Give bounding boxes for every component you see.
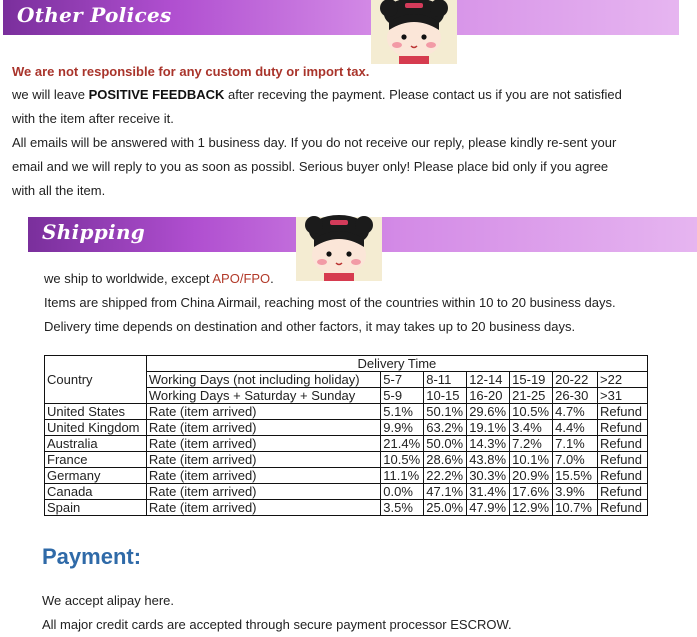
table-row — [45, 452, 648, 468]
rate-label-cell: Rate (item arrived) — [146, 436, 380, 452]
table-cell: 22.2% — [424, 468, 467, 484]
custom-duty-warning: We are not responsible for any custom duty or import tax. — [12, 64, 370, 79]
table-cell: Refund — [598, 468, 648, 484]
table-cell: 43.8% — [467, 452, 510, 468]
table-cell: Refund — [598, 436, 648, 452]
table-cell: 10.5% — [381, 452, 424, 468]
rate-label-cell: Rate (item arrived) — [146, 404, 380, 420]
table-cell: 4.4% — [553, 420, 598, 436]
table-cell: 63.2% — [424, 420, 467, 436]
table-cell: 10.7% — [553, 500, 598, 516]
email-line-3: with all the item. — [12, 183, 106, 198]
working-days-label: Working Days (not including holiday) — [146, 372, 380, 388]
shipping-table — [44, 355, 648, 516]
table-cell: 7.0% — [553, 452, 598, 468]
table-cell: 10-15 — [424, 388, 467, 404]
delivery-time-line: Delivery time depends on destination and other factors, it may takes up to 20 business days. — [44, 319, 576, 334]
table-cell: 19.1% — [467, 420, 510, 436]
table-row — [45, 420, 648, 436]
table-cell: 15-19 — [510, 372, 553, 388]
table-cell: 28.6% — [424, 452, 467, 468]
table-row — [45, 436, 648, 452]
ship-worldwide-line — [44, 267, 274, 291]
ship-worldwide-end: . — [270, 271, 274, 286]
country-cell: Australia — [45, 436, 147, 452]
alipay-line: We accept alipay here. — [42, 593, 174, 608]
rate-label-cell: Rate (item arrived) — [146, 500, 380, 516]
country-cell: Spain — [45, 500, 147, 516]
feedback-line-2: with the item after receive it. — [12, 111, 174, 126]
table-cell: Refund — [598, 404, 648, 420]
country-header: Country — [45, 356, 147, 404]
table-cell: >22 — [598, 372, 648, 388]
rate-label-cell: Rate (item arrived) — [146, 468, 380, 484]
feedback-text-pre: we will leave — [12, 87, 89, 102]
table-cell: 5.1% — [381, 404, 424, 420]
table-cell: 14.3% — [467, 436, 510, 452]
credit-card-line: All major credit cards are accepted through secure payment processor ESCROW. — [42, 617, 512, 632]
email-line-2: email and we will reply to you as soon as possibl. Serious buyer only! Please place bid only if you agree — [12, 159, 609, 174]
table-cell: 20.9% — [510, 468, 553, 484]
table-cell: 21-25 — [510, 388, 553, 404]
apo-fpo-text: APO/FPO — [212, 271, 271, 286]
table-cell: 31.4% — [467, 484, 510, 500]
table-row — [45, 484, 648, 500]
table-cell: 15.5% — [553, 468, 598, 484]
country-cell: France — [45, 452, 147, 468]
working-sat-label: Working Days + Saturday + Sunday — [146, 388, 380, 404]
table-cell: 30.3% — [467, 468, 510, 484]
table-cell: 47.1% — [424, 484, 467, 500]
airmail-line: Items are shipped from China Airmail, reaching most of the countries within 10 to 20 business days. — [44, 295, 616, 310]
country-cell: United Kingdom — [45, 420, 147, 436]
table-cell: 5-9 — [381, 388, 424, 404]
table-cell: 3.9% — [553, 484, 598, 500]
table-cell: 47.9% — [467, 500, 510, 516]
table-row — [45, 468, 648, 484]
mascot-icon — [371, 0, 457, 64]
feedback-text-post: after receving the payment. Please contact us if you are not satisfied — [224, 87, 622, 102]
table-cell: 5-7 — [381, 372, 424, 388]
email-line-1: All emails will be answered with 1 business day. If you do not receive our reply, please kindly re-sent your — [12, 135, 617, 150]
table-cell: Refund — [598, 484, 648, 500]
table-cell: >31 — [598, 388, 648, 404]
rate-label-cell: Rate (item arrived) — [146, 452, 380, 468]
table-cell: Refund — [598, 500, 648, 516]
table-cell: 9.9% — [381, 420, 424, 436]
table-row — [45, 500, 648, 516]
table-cell: 10.1% — [510, 452, 553, 468]
table-cell: 50.1% — [424, 404, 467, 420]
table-cell: 7.2% — [510, 436, 553, 452]
table-cell: 26-30 — [553, 388, 598, 404]
other-policies-banner — [3, 0, 679, 35]
table-cell: 50.0% — [424, 436, 467, 452]
delivery-time-header: Delivery Time — [146, 356, 647, 372]
table-cell: 3.4% — [510, 420, 553, 436]
table-cell: 11.1% — [381, 468, 424, 484]
table-cell: 29.6% — [467, 404, 510, 420]
table-cell: 3.5% — [381, 500, 424, 516]
table-row — [45, 404, 648, 420]
table-cell: 10.5% — [510, 404, 553, 420]
other-policies-title: Other Polices — [17, 3, 172, 27]
table-cell: 16-20 — [467, 388, 510, 404]
rate-label-cell: Rate (item arrived) — [146, 420, 380, 436]
country-cell: Germany — [45, 468, 147, 484]
table-cell: 0.0% — [381, 484, 424, 500]
table-cell: 7.1% — [553, 436, 598, 452]
table-cell: Refund — [598, 452, 648, 468]
table-cell: 4.7% — [553, 404, 598, 420]
payment-title: Payment: — [42, 544, 142, 569]
table-cell: 25.0% — [424, 500, 467, 516]
feedback-line — [12, 83, 622, 107]
positive-feedback-text: POSITIVE FEEDBACK — [88, 87, 225, 102]
shipping-title: Shipping — [42, 220, 146, 244]
mascot-icon — [296, 214, 382, 284]
table-cell: 12-14 — [467, 372, 510, 388]
table-cell: 21.4% — [381, 436, 424, 452]
table-cell: 17.6% — [510, 484, 553, 500]
country-cell: Canada — [45, 484, 147, 500]
country-cell: United States — [45, 404, 147, 420]
ship-worldwide-text: we ship to worldwide, except — [44, 271, 213, 286]
table-cell: 8-11 — [424, 372, 467, 388]
table-cell: 20-22 — [553, 372, 598, 388]
table-header-row — [45, 356, 648, 372]
table-cell: 12.9% — [510, 500, 553, 516]
rate-label-cell: Rate (item arrived) — [146, 484, 380, 500]
table-cell: Refund — [598, 420, 648, 436]
